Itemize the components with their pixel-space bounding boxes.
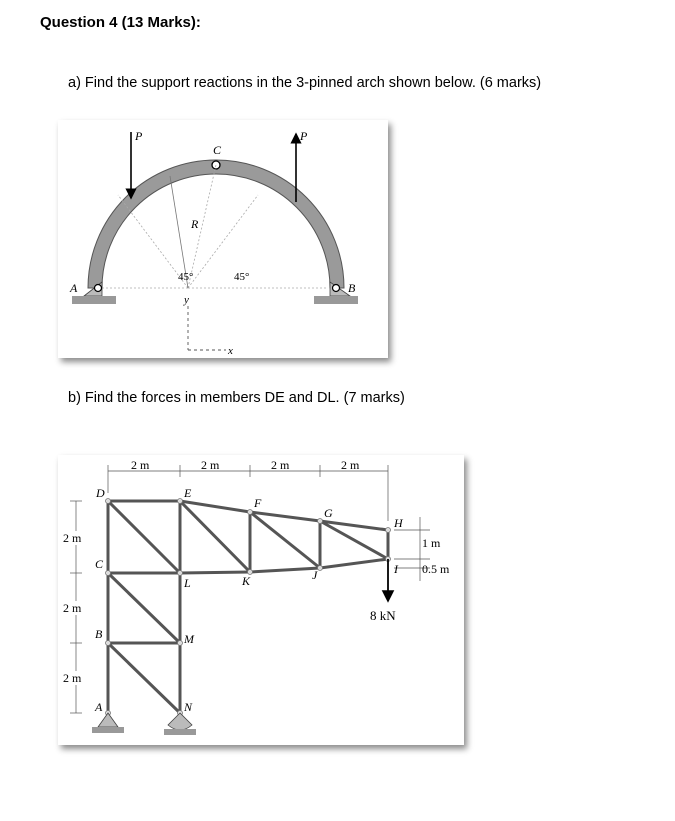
support-n: [168, 713, 192, 730]
support-b-label: B: [348, 281, 356, 295]
right-dim-label-2: 0.5 m: [422, 562, 450, 576]
node-a: A: [95, 700, 103, 714]
arch-figure: [58, 120, 388, 358]
angle-right-label: 45°: [234, 271, 250, 283]
question-heading: Question 4 (13 Marks):: [40, 14, 201, 31]
crown-pin-label: C: [213, 143, 222, 157]
node-l: L: [184, 576, 191, 590]
node-d: D: [96, 486, 105, 500]
height-label-3: 2 m: [63, 671, 82, 685]
radial-lines: [102, 165, 328, 288]
dim-label-2: 2 m: [201, 458, 220, 472]
height-label-1: 2 m: [63, 531, 82, 545]
ground-left: [72, 296, 116, 304]
truss-figure: [58, 455, 464, 745]
support-a: [98, 713, 118, 727]
node-g: G: [324, 506, 333, 520]
load-right-label: P: [300, 129, 308, 143]
part-a-text: a) Find the support reactions in the 3-pinned arch shown below. (6 marks): [68, 75, 542, 91]
load-left-label: P: [135, 129, 143, 143]
node-j: J: [312, 568, 318, 582]
axis-y-label: y: [184, 294, 189, 306]
ground-right: [314, 296, 358, 304]
crown-pin: [212, 161, 220, 169]
node-m: M: [184, 632, 194, 646]
support-a-label: A: [70, 281, 78, 295]
axis-x-label: x: [228, 345, 233, 357]
node-n: N: [184, 700, 193, 714]
support-a-pin: [95, 285, 102, 292]
angle-left-label: 45°: [178, 271, 194, 283]
radius-label: R: [191, 217, 199, 231]
arch-ring: [88, 160, 344, 288]
dim-label-3: 2 m: [271, 458, 290, 472]
right-dim-label-1: 1 m: [422, 536, 441, 550]
node-e: E: [184, 486, 192, 500]
node-c: C: [95, 557, 104, 571]
dim-label-4: 2 m: [341, 458, 360, 472]
part-b-text: b) Find the forces in members DE and DL. (7 marks): [68, 390, 405, 406]
height-label-2: 2 m: [63, 601, 82, 615]
node-i: I: [394, 562, 398, 576]
node-b: B: [95, 627, 103, 641]
load-label: 8 kN: [370, 608, 396, 623]
dim-label-1: 2 m: [131, 458, 150, 472]
truss-members: [108, 501, 388, 713]
node-f: F: [254, 496, 262, 510]
node-k: K: [242, 574, 251, 588]
node-h: H: [394, 516, 403, 530]
support-b-pin: [333, 285, 340, 292]
